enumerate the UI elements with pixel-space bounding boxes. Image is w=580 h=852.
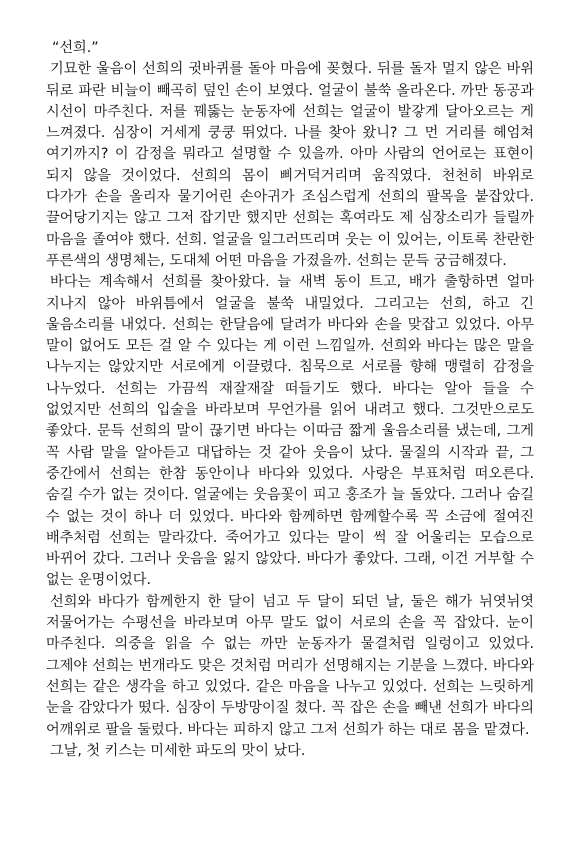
paragraph: 기묘한 울음이 선희의 귓바퀴를 돌아 마음에 꽂혔다. 뒤를 돌자 멀지 않은 바위 뒤로 파란 비늘이 빼곡히 덮인 손이 보였다. 얼굴이 불쑥 올라온다. 까만 동공과 시선이 마주친다. 저를 꿰뚫는 눈동자에 선희는 얼굴이 발갛게 달아오르는 게 느껴졌다. 심장이 거세게 쿵쿵 뛰었다. 나를 찾아 왔니? 그 먼 거리를 헤엄쳐 여기까지? 이 감정을 뭐라고 설명할 수 있을까. 아마 사람의 언어로는 표현이 되지 않을 것이었다. 선희의 몸이 삐거덕거리며 움직였다. 천천히 바위로 다가가 손을 올리자 물기어린 손아귀가 조심스럽게 선희의 팔목을 붙잡았다. 끌어당기지는 않고 그저 잡기만 했지만 선희는 혹여라도 제 심장소리가 들릴까 마음을 졸여야 했다. 선희. 얼굴을 일그러뜨리며 웃는 이 있어는, 이토록 찬란한 푸른색의 생명체는, 도대체 어떤 마음을 가졌을까. 선희는 문득 궁금해졌다. [46, 61, 534, 269]
closing-line: 그날, 첫 키스는 미세한 파도의 맛이 났다. [50, 742, 306, 759]
dialogue-line: “선희.” [52, 40, 99, 56]
paragraph: 선희와 바다가 함께한지 한 달이 넘고 두 달이 되던 날, 둘은 해가 뉘엿뉘엿 저물어가는 수평선을 바라보며 아무 말도 없이 서로의 손을 꼭 잡았다. 눈이 마주친다. 의중을 읽을 수 없는 까만 눈동자가 물결처럼 일렁이고 있었다. 그제야 선희는 번개라도 맞은 것처럼 머리가 선명해지는 기분을 느꼈다. 바다와 선희는 같은 생각을 하고 있었다. 같은 마음을 나누고 있었다. 선희는 느릿하게 눈을 감았다가 떴다. 심장이 두방망이질 쳤다. 꼭 잡은 손을 빼낸 선희가 바다의 어깨위로 팔을 둘렀다. 바다는 피하지 않고 그저 선희가 하는 대로 몸을 맡겼다. [46, 593, 534, 738]
paragraph: 바다는 계속해서 선희를 찾아왔다. 늘 새벽 동이 트고, 배가 출항하면 얼마 지나지 않아 바위틈에서 얼굴을 불쑥 내밀었다. 그리고는 선희, 하고 긴 울음소리를 내었다. 선희는 한달음에 달려가 바다와 손을 맞잡고 있었다. 아무 말이 없어도 모든 걸 알 수 있다는 게 이런 느낌일까. 선희와 바다는 많은 말을 나누지는 않았지만 서로에게 이끌렸다. 침묵으로 서로를 향해 맹렬히 감정을 나누었다. 선희는 가끔씩 재잘재잘 떠들기도 했다. 바다는 알아 들을 수 없었지만 선희의 입술을 바라보며 무언가를 읽어 내려고 했다. 그것만으로도 좋았다. 문득 선희의 말이 끊기면 바다는 이따금 짧게 울음소리를 냈는데, 그게 꼭 사람 말을 알아듣고 대답하는 것 같아 웃음이 났다. 물질의 시작과 끝, 그 중간에서 선희는 한참 동안이나 바다와 있었다. 사랑은 부표처럼 떠오른다. 숨길 수가 없는 것이다. 얼굴에는 웃음꽃이 피고 홍조가 늘 돌았다. 그러나 숨길 수 없는 것이 하나 더 있었다. 바다와 함께하면 함께할수록 꼭 소금에 절여진 배추처럼 선희는 말라갔다. 죽어가고 있다는 말이 썩 잘 어울리는 모습으로 바뀌어 갔다. 그러나 웃음을 잃지 않았다. 바다가 좋았다. 그래, 이건 거부할 수 없는 운명이었다. [46, 274, 534, 589]
